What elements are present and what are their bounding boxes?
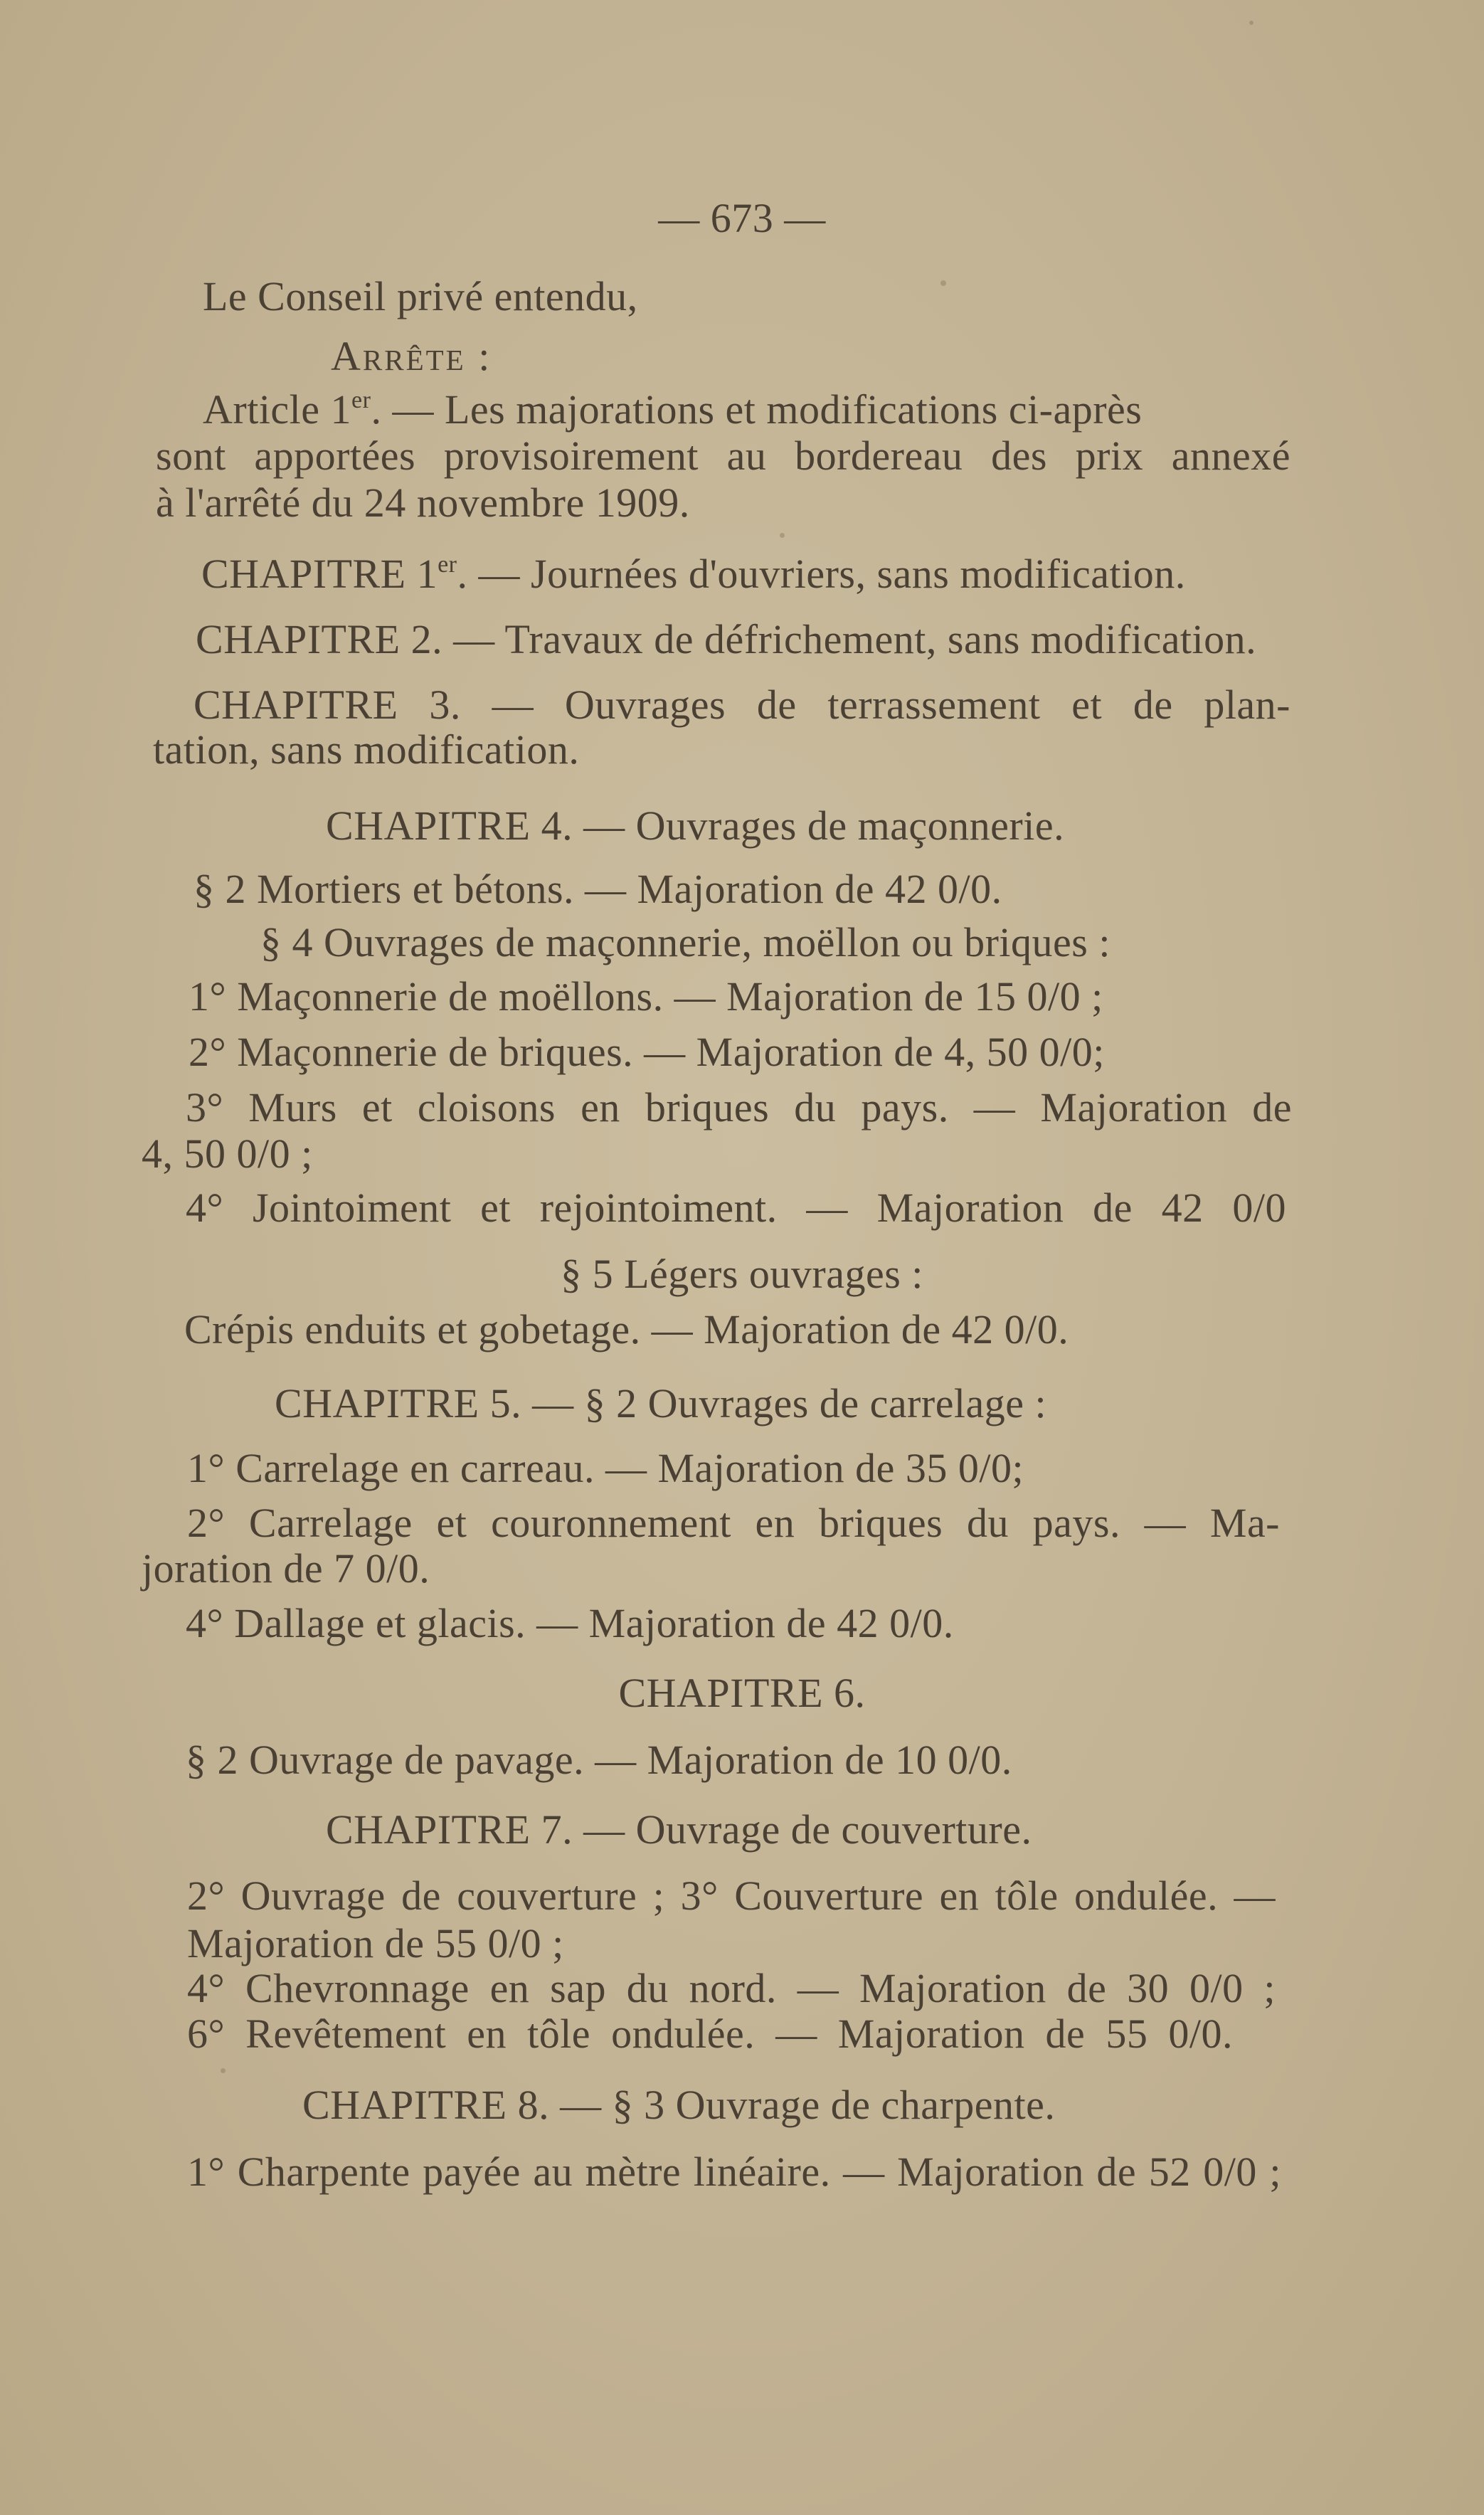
- text-line: 2° Carrelage et couronnement en briques du pays. — Ma-: [187, 1500, 1280, 1546]
- text-line: sont apportées provisoirement au bordereau des prix annexé: [156, 433, 1290, 479]
- text-line: 4, 50 0/0 ;: [142, 1131, 313, 1177]
- text-line: 1° Carrelage en carreau. — Majoration de 35 0/0;: [187, 1445, 1024, 1491]
- text-line: 1° Maçonnerie de moëllons. — Majoration de 15 0/0 ;: [189, 973, 1103, 1020]
- text-line: 1° Charpente payée au mètre linéaire. — Majoration de 52 0/0 ;: [187, 2149, 1281, 2195]
- text-line: [203, 385, 1291, 435]
- text-line-part: . — Les majorations et modifications ci-après: [371, 386, 1143, 433]
- text-line: § 4 Ouvrages de maçonnerie, moëllon ou briques :: [260, 919, 1111, 965]
- text-line: 4° Dallage et glacis. — Majoration de 42 0/0.: [186, 1600, 954, 1646]
- text-line: à l'arrêté du 24 novembre 1909.: [156, 480, 690, 526]
- text-line: 4° Chevronnage en sap du nord. — Majoration de 30 0/0 ;: [187, 1965, 1276, 2011]
- text-line: Le Conseil privé entendu,: [203, 273, 638, 319]
- text-line: Arrête :: [331, 333, 492, 379]
- paper-speck: [1249, 21, 1254, 25]
- text-line: 6° Revêtement en tôle ondulée. — Majoration de 55 0/0.: [187, 2011, 1233, 2057]
- text-line-part: . — Journées d'ouvriers, sans modification.: [457, 551, 1186, 597]
- text-line: 2° Ouvrage de couverture ; 3° Couverture en tôle ondulée. —: [187, 1873, 1276, 1919]
- section-heading: CHAPITRE 5. — § 2 Ouvrages de carrelage :: [275, 1380, 1047, 1426]
- text-line-part: Article 1: [203, 386, 352, 433]
- section-heading: § 5 Légers ouvrages :: [561, 1251, 923, 1297]
- text-line: 3° Murs et cloisons en briques du pays. — Majoration de: [186, 1084, 1292, 1131]
- section-heading: CHAPITRE 4. — Ouvrages de maçonnerie.: [326, 803, 1065, 849]
- section-heading: CHAPITRE 8. — § 3 Ouvrage de charpente.: [302, 2082, 1056, 2128]
- text-line: 4° Jointoiment et rejointoiment. — Majoration de 42 0/0: [186, 1185, 1286, 1231]
- text-line-part: CHAPITRE 1: [201, 551, 438, 597]
- superscript: er: [351, 387, 371, 413]
- page-number: — 673 —: [658, 195, 826, 241]
- text-line: joration de 7 0/0.: [142, 1545, 430, 1592]
- text-line: CHAPITRE 2. — Travaux de défrichement, sans modification.: [196, 616, 1257, 662]
- text-line: tation, sans modification.: [153, 726, 580, 773]
- paper-speck: [221, 2068, 226, 2073]
- paper-speck: [780, 533, 785, 538]
- section-heading: CHAPITRE 6.: [618, 1670, 866, 1716]
- text-line: [201, 549, 1186, 599]
- text-line: 2° Maçonnerie de briques. — Majoration de 4, 50 0/0;: [189, 1029, 1105, 1075]
- section-heading: CHAPITRE 7. — Ouvrage de couverture.: [326, 1806, 1032, 1853]
- superscript: er: [438, 551, 457, 578]
- text-line: CHAPITRE 3. — Ouvrages de terrassement et de plan-: [194, 682, 1290, 728]
- paper-speck: [940, 280, 946, 286]
- text-line: Crépis enduits et gobetage. — Majoration de 42 0/0.: [184, 1306, 1069, 1352]
- text-line: Majoration de 55 0/0 ;: [187, 1920, 564, 1966]
- text-line: § 2 Mortiers et bétons. — Majoration de 42 0/0.: [194, 866, 1002, 912]
- text-line: § 2 Ouvrage de pavage. — Majoration de 10 0/0.: [186, 1737, 1012, 1783]
